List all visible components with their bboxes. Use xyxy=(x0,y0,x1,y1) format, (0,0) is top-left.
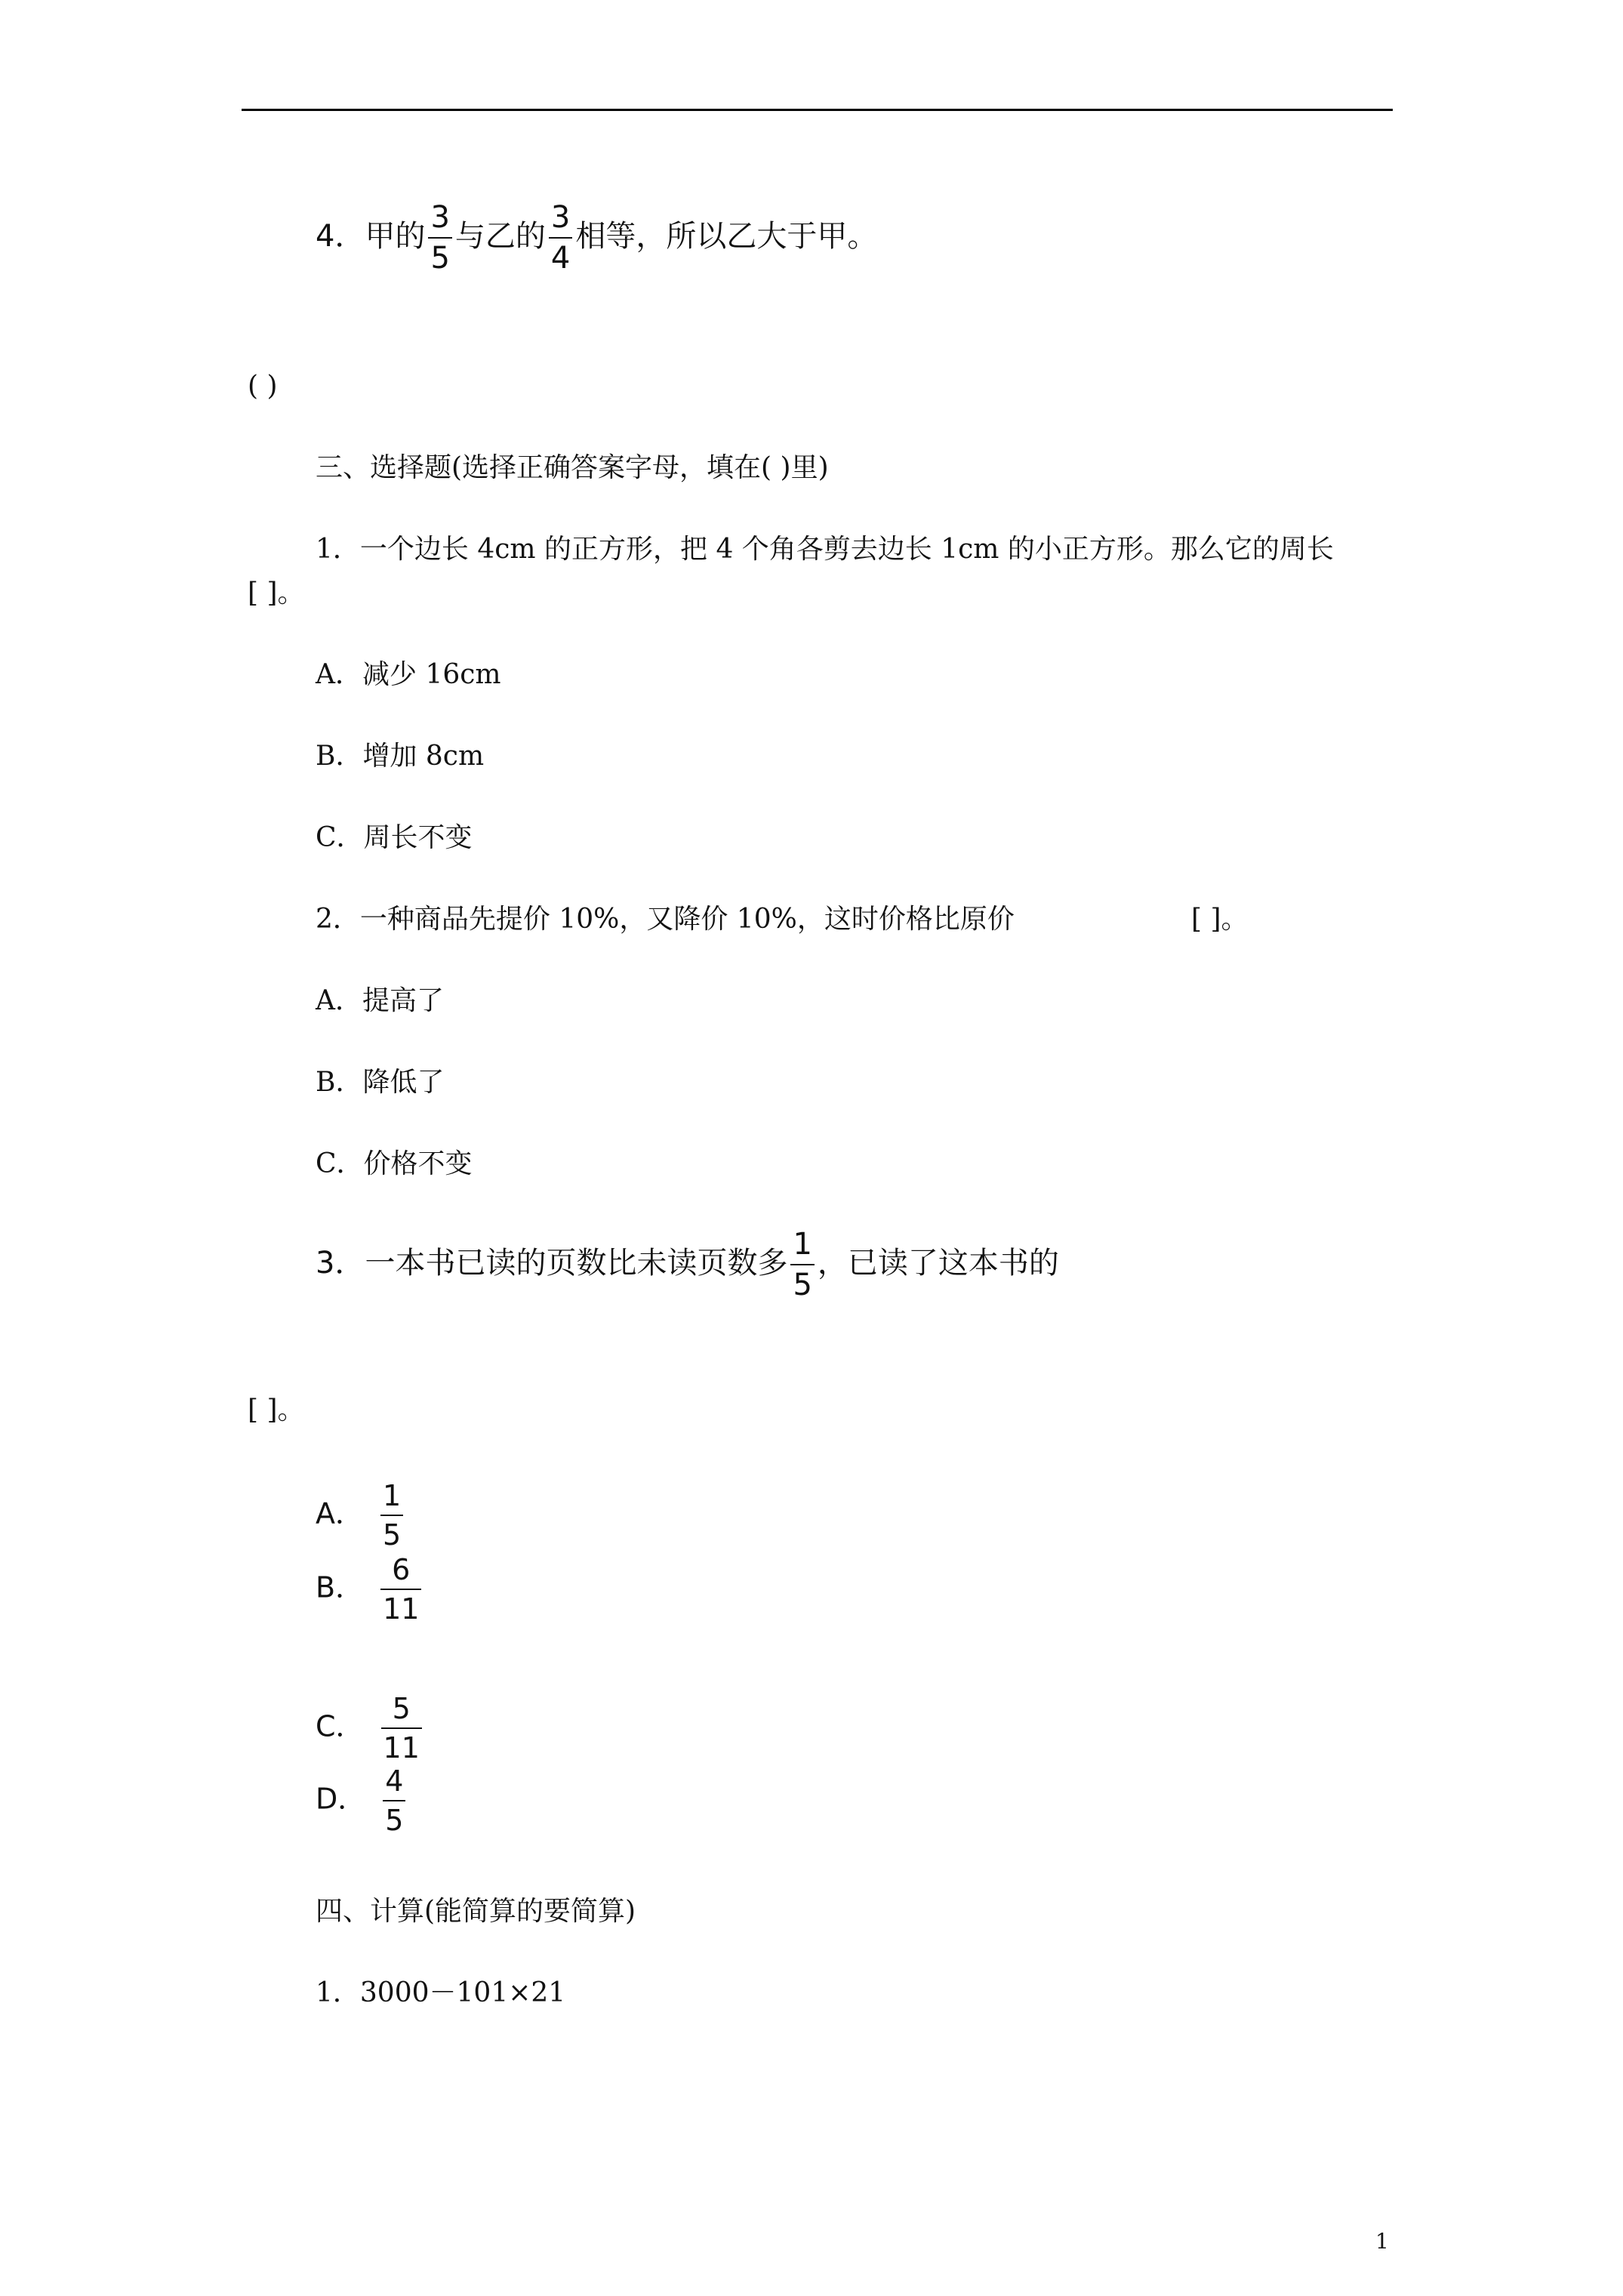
fraction-bar xyxy=(380,1589,421,1590)
fraction-bar xyxy=(790,1264,814,1265)
q4-frac2-num: 3 xyxy=(550,200,571,235)
q3-frac-den: 5 xyxy=(793,1268,812,1302)
q4-frac1-num: 3 xyxy=(430,200,450,235)
q3-option-c-num: 5 xyxy=(392,1692,411,1725)
fraction-bar xyxy=(383,1800,405,1801)
q3-bracket: [ ]。 xyxy=(248,1395,305,1425)
q3-option-d-den: 5 xyxy=(385,1804,404,1837)
q3-option-b-den: 11 xyxy=(383,1592,420,1626)
section4-title: 四、计算(能简算的要简算) xyxy=(316,1896,636,1927)
q3-option-a-den: 5 xyxy=(383,1518,402,1552)
q3-option-a-num: 1 xyxy=(383,1479,402,1512)
q3-option-a-fraction xyxy=(380,1479,403,1552)
q4-statement xyxy=(316,200,878,276)
q1-option-b: B．增加 8cm xyxy=(316,741,485,772)
q3-option-c-label: C． xyxy=(316,1709,365,1743)
q2-option-c: C．价格不变 xyxy=(316,1148,473,1179)
q1-line1: 1．一个边长 4cm 的正方形，把 4 个角各剪去边长 1cm 的小正方形。那么它的周长 xyxy=(316,534,1334,565)
q3-statement xyxy=(316,1229,1059,1300)
q3-fraction xyxy=(790,1229,814,1300)
page-number: 1 xyxy=(1375,2229,1389,2254)
q3-option-b-label: B． xyxy=(316,1570,365,1604)
q4-suffix: 相等，所以乙大于甲。 xyxy=(575,219,878,254)
q3-option-a-label: A． xyxy=(316,1496,364,1530)
q1-option-c: C．周长不变 xyxy=(316,822,473,853)
q3-option-d-num: 4 xyxy=(385,1764,404,1798)
q2-option-a: A．提高了 xyxy=(316,985,444,1016)
q3-option-d xyxy=(316,1764,408,1837)
q3-option-b xyxy=(316,1553,424,1626)
q3-option-a xyxy=(316,1479,406,1552)
q3-frac-num: 1 xyxy=(793,1227,812,1262)
q1-bracket: [ ]。 xyxy=(248,578,305,609)
q4-answer-paren: ( ) xyxy=(248,371,278,402)
header-rule xyxy=(242,109,1393,111)
fraction-bar xyxy=(380,1515,403,1516)
q3-option-d-label: D． xyxy=(316,1782,367,1816)
q4-frac2-den: 4 xyxy=(550,241,571,276)
q4-fraction-2 xyxy=(549,200,572,276)
q4-prefix: 4．甲的 xyxy=(316,219,426,254)
q3-option-c-den: 11 xyxy=(383,1731,420,1764)
q3-prefix: 3．一本书已读的页数比未读页数多 xyxy=(316,1246,788,1281)
q2-option-b: B．降低了 xyxy=(316,1067,445,1098)
q3-option-c xyxy=(316,1694,425,1762)
q2-bracket: [ ]。 xyxy=(1191,904,1249,935)
q4-frac1-den: 5 xyxy=(430,241,450,276)
q3-option-b-num: 6 xyxy=(392,1553,411,1586)
q3-suffix: ，已读了这本书的 xyxy=(817,1246,1059,1281)
q4-middle: 与乙的 xyxy=(454,219,546,254)
fraction-bar xyxy=(428,237,451,239)
q3-option-d-fraction xyxy=(383,1764,405,1837)
q3-option-b-fraction xyxy=(380,1553,421,1626)
q3-option-c-fraction xyxy=(381,1694,422,1762)
q4-fraction-1 xyxy=(428,200,451,276)
section3-title: 三、选择题(选择正确答案字母，填在( )里) xyxy=(316,452,829,483)
fraction-bar xyxy=(381,1727,422,1729)
fraction-bar xyxy=(549,237,572,239)
q1-option-a: A．减少 16cm xyxy=(316,659,501,690)
section4-q1: 1．3000－101×21 xyxy=(316,1977,566,2008)
q2-text: 2．一种商品先提价 10%，又降价 10%，这时价格比原价 xyxy=(316,904,1015,935)
